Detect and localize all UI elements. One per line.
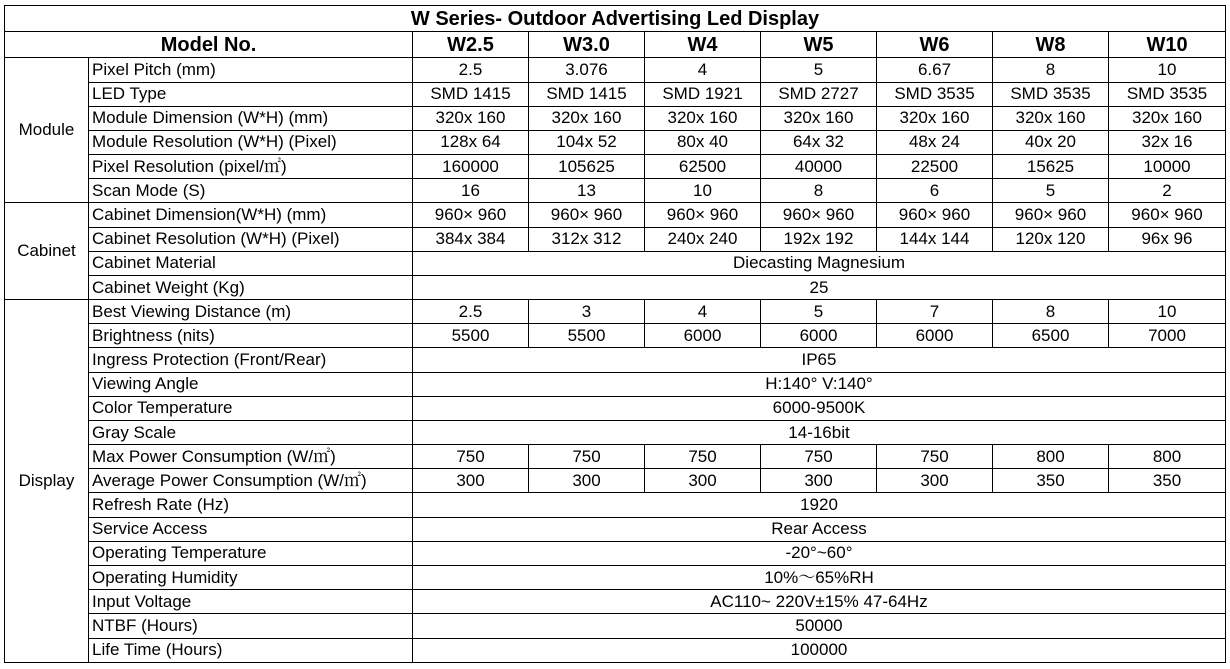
value-cell: 320x 160	[1109, 106, 1226, 130]
value-cell: 8	[761, 179, 877, 203]
value-cell: 320x 160	[645, 106, 761, 130]
value-cell: 5	[761, 300, 877, 324]
merged-value-cell: 50000	[413, 614, 1226, 638]
value-cell: 40x 20	[993, 130, 1109, 154]
table-row	[5, 445, 1226, 469]
value-cell: 32x 16	[1109, 130, 1226, 154]
value-cell: 350	[993, 469, 1109, 493]
table-row	[5, 82, 1226, 106]
value-cell: SMD 2727	[761, 82, 877, 106]
merged-value-cell: Diecasting Magnesium	[413, 251, 1226, 275]
value-cell: 300	[529, 469, 645, 493]
value-cell: 10	[1109, 300, 1226, 324]
value-cell: 750	[413, 445, 529, 469]
param-label: Pixel Pitch (mm)	[89, 58, 413, 82]
value-cell: 960× 960	[761, 203, 877, 227]
value-cell: 120x 120	[993, 227, 1109, 251]
value-cell: 6000	[761, 324, 877, 348]
table-row	[5, 155, 1226, 179]
value-cell: SMD 3535	[1109, 82, 1226, 106]
param-label: Input Voltage	[89, 590, 413, 614]
table-row	[5, 493, 1226, 517]
value-cell: 7	[877, 300, 993, 324]
group-label: Cabinet	[5, 203, 89, 300]
value-cell: 320x 160	[993, 106, 1109, 130]
merged-value-cell: IP65	[413, 348, 1226, 372]
value-cell: 800	[1109, 445, 1226, 469]
model-header: W3.0	[529, 32, 645, 58]
value-cell: 240x 240	[645, 227, 761, 251]
value-cell: 105625	[529, 155, 645, 179]
table-row	[5, 106, 1226, 130]
param-label: Life Time (Hours)	[89, 638, 413, 663]
value-cell: SMD 1415	[529, 82, 645, 106]
param-label: Service Access	[89, 517, 413, 541]
value-cell: 800	[993, 445, 1109, 469]
table-title: W Series- Outdoor Advertising Led Display	[5, 6, 1226, 32]
param-label: Cabinet Resolution (W*H) (Pixel)	[89, 227, 413, 251]
value-cell: 3.076	[529, 58, 645, 82]
param-label: Average Power Consumption (W/㎡)	[89, 469, 413, 493]
merged-value-cell: H:140° V:140°	[413, 372, 1226, 396]
table-row	[5, 396, 1226, 420]
value-cell: 960× 960	[645, 203, 761, 227]
value-cell: 15625	[993, 155, 1109, 179]
model-header: W6	[877, 32, 993, 58]
value-cell: 6000	[877, 324, 993, 348]
value-cell: 6500	[993, 324, 1109, 348]
value-cell: 960× 960	[529, 203, 645, 227]
value-cell: 4	[645, 58, 761, 82]
merged-value-cell: AC110~ 220V±15% 47-64Hz	[413, 590, 1226, 614]
value-cell: 750	[645, 445, 761, 469]
param-label: Cabinet Material	[89, 251, 413, 275]
value-cell: 750	[529, 445, 645, 469]
param-label: NTBF (Hours)	[89, 614, 413, 638]
merged-value-cell: 100000	[413, 638, 1226, 663]
value-cell: 5500	[529, 324, 645, 348]
value-cell: 128x 64	[413, 130, 529, 154]
value-cell: 104x 52	[529, 130, 645, 154]
value-cell: 40000	[761, 155, 877, 179]
table-row	[5, 372, 1226, 396]
value-cell: 192x 192	[761, 227, 877, 251]
value-cell: 750	[761, 445, 877, 469]
param-label: Color Temperature	[89, 396, 413, 420]
table-row	[5, 565, 1226, 589]
table-row	[5, 638, 1226, 663]
model-header: W10	[1109, 32, 1226, 58]
value-cell: 22500	[877, 155, 993, 179]
value-cell: 160000	[413, 155, 529, 179]
value-cell: 96x 96	[1109, 227, 1226, 251]
spec-table	[4, 5, 1226, 663]
param-label: Viewing Angle	[89, 372, 413, 396]
value-cell: 960× 960	[993, 203, 1109, 227]
value-cell: 750	[877, 445, 993, 469]
value-cell: 320x 160	[761, 106, 877, 130]
title-row	[5, 6, 1226, 32]
param-label: Operating Temperature	[89, 541, 413, 565]
table-row	[5, 179, 1226, 203]
value-cell: 960× 960	[1109, 203, 1226, 227]
value-cell: 6.67	[877, 58, 993, 82]
value-cell: 320x 160	[529, 106, 645, 130]
value-cell: 300	[761, 469, 877, 493]
value-cell: 312x 312	[529, 227, 645, 251]
value-cell: 300	[413, 469, 529, 493]
spec-table-body	[5, 6, 1226, 663]
param-label: Refresh Rate (Hz)	[89, 493, 413, 517]
table-row	[5, 541, 1226, 565]
param-label: LED Type	[89, 82, 413, 106]
param-label: Cabinet Dimension(W*H) (mm)	[89, 203, 413, 227]
merged-value-cell: 6000-9500K	[413, 396, 1226, 420]
value-cell: SMD 3535	[993, 82, 1109, 106]
model-header: W5	[761, 32, 877, 58]
value-cell: SMD 1921	[645, 82, 761, 106]
value-cell: 16	[413, 179, 529, 203]
table-row	[5, 251, 1226, 275]
value-cell: 320x 160	[877, 106, 993, 130]
value-cell: 2	[1109, 179, 1226, 203]
group-label: Display	[5, 300, 89, 663]
merged-value-cell: -20°~60°	[413, 541, 1226, 565]
model-header: W8	[993, 32, 1109, 58]
value-cell: SMD 1415	[413, 82, 529, 106]
value-cell: 64x 32	[761, 130, 877, 154]
merged-value-cell: 1920	[413, 493, 1226, 517]
table-row	[5, 324, 1226, 348]
param-label: Cabinet Weight (Kg)	[89, 275, 413, 299]
value-cell: 5500	[413, 324, 529, 348]
value-cell: 2.5	[413, 300, 529, 324]
value-cell: 6	[877, 179, 993, 203]
param-label: Module Dimension (W*H) (mm)	[89, 106, 413, 130]
value-cell: 300	[877, 469, 993, 493]
value-cell: 13	[529, 179, 645, 203]
table-row	[5, 203, 1226, 227]
value-cell: 2.5	[413, 58, 529, 82]
value-cell: 62500	[645, 155, 761, 179]
merged-value-cell: Rear Access	[413, 517, 1226, 541]
value-cell: 10000	[1109, 155, 1226, 179]
value-cell: 80x 40	[645, 130, 761, 154]
table-row	[5, 275, 1226, 299]
value-cell: 7000	[1109, 324, 1226, 348]
table-row	[5, 517, 1226, 541]
value-cell: 3	[529, 300, 645, 324]
param-label: Ingress Protection (Front/Rear)	[89, 348, 413, 372]
table-row	[5, 227, 1226, 251]
model-no-label: Model No.	[5, 32, 413, 58]
value-cell: 350	[1109, 469, 1226, 493]
value-cell: 48x 24	[877, 130, 993, 154]
model-header: W4	[645, 32, 761, 58]
value-cell: 960× 960	[877, 203, 993, 227]
value-cell: 320x 160	[413, 106, 529, 130]
value-cell: 144x 144	[877, 227, 993, 251]
value-cell: 10	[1109, 58, 1226, 82]
value-cell: SMD 3535	[877, 82, 993, 106]
table-row	[5, 130, 1226, 154]
param-label: Scan Mode (S)	[89, 179, 413, 203]
param-label: Gray Scale	[89, 420, 413, 444]
table-row	[5, 614, 1226, 638]
group-label: Module	[5, 58, 89, 203]
merged-value-cell: 10%～65%RH	[413, 565, 1226, 589]
value-cell: 4	[645, 300, 761, 324]
table-row	[5, 420, 1226, 444]
value-cell: 8	[993, 300, 1109, 324]
value-cell: 300	[645, 469, 761, 493]
table-row	[5, 348, 1226, 372]
param-label: Operating Humidity	[89, 565, 413, 589]
merged-value-cell: 14-16bit	[413, 420, 1226, 444]
value-cell: 5	[761, 58, 877, 82]
merged-value-cell: 25	[413, 275, 1226, 299]
value-cell: 8	[993, 58, 1109, 82]
value-cell: 384x 384	[413, 227, 529, 251]
param-label: Brightness (nits)	[89, 324, 413, 348]
table-row	[5, 300, 1226, 324]
value-cell: 10	[645, 179, 761, 203]
param-label: Pixel Resolution (pixel/㎡)	[89, 155, 413, 179]
value-cell: 5	[993, 179, 1109, 203]
model-header: W2.5	[413, 32, 529, 58]
param-label: Max Power Consumption (W/㎡)	[89, 445, 413, 469]
param-label: Best Viewing Distance (m)	[89, 300, 413, 324]
value-cell: 6000	[645, 324, 761, 348]
table-row	[5, 469, 1226, 493]
table-row	[5, 590, 1226, 614]
param-label: Module Resolution (W*H) (Pixel)	[89, 130, 413, 154]
table-row	[5, 58, 1226, 82]
value-cell: 960× 960	[413, 203, 529, 227]
header-row	[5, 32, 1226, 58]
